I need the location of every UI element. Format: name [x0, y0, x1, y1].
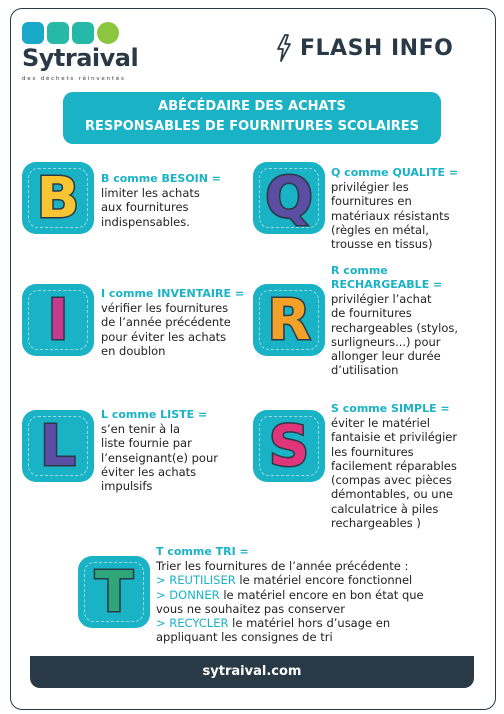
- logo-tagline: des déchets réinventés: [22, 76, 126, 82]
- title-banner: [63, 92, 441, 144]
- entry-r-body: [331, 292, 458, 378]
- entry-t-bullet-donner: [156, 588, 424, 602]
- logo-circle-green: [97, 22, 119, 44]
- entry-i-line: en doublon: [101, 343, 166, 358]
- entry-l-line: s’en tenir à la: [101, 422, 181, 436]
- sytraival-logo: [22, 22, 139, 82]
- entry-t-body: [156, 559, 424, 645]
- entry-l-body: [101, 422, 218, 493]
- entry-r-line: rechargeables (stylos,: [331, 320, 459, 335]
- entry-b-line: limiter les achats: [101, 186, 200, 200]
- letter-t-tile: [78, 556, 150, 628]
- entry-l-line: éviter les achats: [101, 464, 197, 479]
- entry-s-body: [331, 416, 457, 530]
- logo-squares: [22, 22, 119, 44]
- entry-b-heading: B comme BESOIN =: [101, 172, 222, 185]
- banner-line-1: ABÉCÉDAIRE DES ACHATS: [158, 99, 346, 114]
- letter-r-tile: [253, 284, 325, 356]
- entry-r-line: privilégier l’achat: [331, 292, 432, 306]
- letter-r: R: [267, 287, 311, 353]
- entry-i-body: [101, 301, 231, 358]
- entry-i-line: vérifier les fournitures: [101, 301, 229, 315]
- entry-s-line: éviter le matériel: [331, 416, 430, 430]
- entry-i-line: pour éviter les achats: [101, 329, 227, 344]
- bullet-keyword: DONNER: [169, 587, 220, 602]
- entry-s-heading: S comme SIMPLE =: [331, 402, 450, 415]
- entry-l-line: l’enseignant(e) pour: [101, 450, 218, 465]
- entry-q-line: matériaux résistants: [331, 208, 450, 223]
- banner-line-2: RESPONSABLES DE FOURNITURES SCOLAIRES: [84, 119, 420, 134]
- entry-s-line: calculatrice à piles: [331, 501, 439, 516]
- letter-s: S: [268, 413, 310, 479]
- entry-l-line: impulsifs: [101, 479, 153, 494]
- entry-r-line: d’utilisation: [331, 363, 399, 378]
- letter-i-tile: [22, 284, 94, 356]
- entry-s-line: démontables, ou une: [331, 487, 453, 502]
- letter-s-tile: [253, 410, 325, 482]
- entry-s-line: facilement réparables: [331, 458, 457, 473]
- entry-r-line: de fournitures: [331, 306, 412, 321]
- bullet-keyword: REUTILISER: [169, 573, 236, 588]
- entry-r-line: allonger leur durée: [331, 349, 441, 364]
- entry-t-heading: T comme TRI =: [156, 545, 249, 558]
- entry-q-line: trousse en tissus): [331, 237, 433, 252]
- bullet-text: le matériel encore en bon état que: [219, 587, 424, 602]
- letter-q-tile: [253, 162, 325, 234]
- entry-q-body: [331, 180, 450, 251]
- entry-t-bullet-reutiliser: [156, 573, 424, 587]
- letter-q: Q: [265, 165, 313, 231]
- chevron-right-icon: >: [156, 616, 166, 631]
- entry-t-bullet-recycler: [156, 616, 424, 630]
- letter-i: I: [47, 287, 69, 353]
- footer-url[interactable]: sytraival.com: [202, 664, 302, 679]
- entry-s-line: les fournitures: [331, 444, 414, 459]
- letter-l: L: [40, 413, 76, 479]
- entry-r-heading: [331, 264, 442, 292]
- entry-s-line: rechargeables ): [331, 516, 421, 531]
- logo-square-teal: [47, 22, 69, 44]
- footer-bar: [30, 656, 474, 688]
- entry-r-heading-line: RECHARGEABLE =: [331, 278, 443, 291]
- chevron-right-icon: >: [156, 587, 166, 602]
- logo-square-teal-2: [72, 22, 94, 44]
- flash-info-header: [276, 34, 453, 62]
- entry-b-body: [101, 186, 200, 229]
- entry-q-line: privilégier les: [331, 180, 409, 194]
- entry-l-line: liste fournie par: [101, 436, 192, 451]
- entry-s-line: (compas avec pièces: [331, 473, 452, 488]
- chevron-right-icon: >: [156, 573, 166, 588]
- bullet-text: le matériel encore fonctionnel: [235, 573, 413, 588]
- entry-i-line: de l’année précédente: [101, 315, 231, 330]
- entry-r-heading-line: R comme: [331, 264, 388, 277]
- logo-name: Sytraival: [22, 44, 139, 72]
- letter-b-tile: [22, 162, 94, 234]
- logo-square-blue: [22, 22, 44, 44]
- bullet-keyword: RECYCLER: [169, 616, 229, 631]
- letter-t: T: [94, 559, 134, 625]
- bullet-text-continued: appliquant les consignes de tri: [156, 630, 333, 645]
- entry-q-line: fournitures en: [331, 194, 412, 209]
- letter-l-tile: [22, 410, 94, 482]
- entry-b-line: indispensables.: [101, 214, 190, 229]
- flash-info-title: FLASH INFO: [300, 35, 454, 61]
- letter-b: B: [36, 165, 80, 231]
- entry-q-heading: Q comme QUALITE =: [331, 166, 459, 179]
- entry-s-line: fantaisie et privilégier: [331, 430, 458, 445]
- entry-r-line: surligneurs...) pour: [331, 334, 441, 349]
- entry-q-line: (règles en métal,: [331, 222, 429, 237]
- entry-b-line: aux fournitures: [101, 200, 189, 215]
- bullet-text-continued: vous ne souhaitez pas conserver: [156, 601, 345, 616]
- entry-t-intro: Trier les fournitures de l’année précédente :: [156, 559, 409, 573]
- entry-l-heading: L comme LISTE =: [101, 408, 208, 421]
- lightning-bolt-icon: [276, 34, 292, 62]
- entry-i-heading: I comme INVENTAIRE =: [101, 287, 245, 300]
- bullet-text: le matériel hors d’usage en: [228, 616, 391, 631]
